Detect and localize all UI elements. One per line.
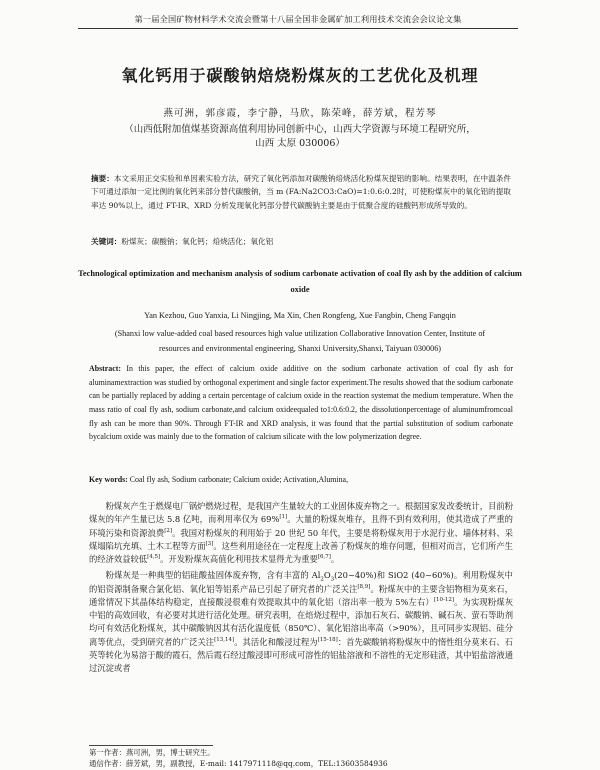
keywords-english-text: Coal fly ash, Sodium carbonate; Calcium oxide; Activation,Alumina, xyxy=(127,475,349,484)
citation-ref: [6,7] xyxy=(317,554,331,561)
text-run: 。这些利用途径在一定程度上改善了粉煤灰的堆存问题，但相对而言，它们所产生的经济效益较低 xyxy=(89,540,513,565)
text-run: 。其活化和酸浸过程为 xyxy=(234,636,318,647)
running-header: 第一届全国矿物材料学术交流会暨第十八届全国非金属矿加工利用技术交流会会议论文集 xyxy=(134,14,462,24)
citation-ref: [2] xyxy=(164,527,172,534)
abstract-english-text: In this paper, the effect of calcium oxide additive on the sodium carbonate activation of coal fly ash for aluminamextraction was studied by orthogonal experiment and single factor experiment.The results showed that the sodium carbonate can be partially replaced by adding a certain percentage of calcium oxide in the reaction systemat the medium temperature. When the mass ratio of coal fly ash, sodium carbonate,and calcium oxideequaled to1:0.6:0.2, the dissolutionpercentage of aluminumfromcoal fly ash can be more than 90%. Through FT-IR and XRD analysis, it was found that the partial substitution of sodium carbonate bycalcium oxide was mainly due to the formation of calcium silicate with the low polymerization degree. xyxy=(89,364,513,442)
footnotes xyxy=(89,747,513,769)
affiliation-chinese-line2: 山西 太原 030006） xyxy=(255,138,345,150)
text-run: ：首先碳酸钠将粉煤灰中的惰性组分莫来石、石英等转化为易溶于酸的霞石，然后霞石经过酸浸即可形成可溶性的铝盐溶液和不溶性的无定形硅渣，其中铝盐溶液通过沉淀或者 xyxy=(89,636,513,674)
citation-ref: [1] xyxy=(279,514,288,521)
footnote-corresponding-author: 通信作者：薛芳斌，男，副教授，E-mail: 1417971118@qq.com，TEL:13603584936 xyxy=(89,759,388,769)
authors-english: Yan Kezhou, Guo Yanxia, Li Ningjing, Ma Xin, Chen Rongfeng, Xue Fangbin, Cheng Fangqin xyxy=(144,311,456,320)
keywords-english xyxy=(89,474,513,485)
text-run: 粉煤灰是一种典型的铝硅酸盐固体废弃物，含有丰富的 Al xyxy=(105,570,321,581)
text-run: (20~40%)和 SiO2 (40~60%)。利用粉煤灰中的铝资源制备聚合氯化铝、氧化铝等铝系产品已引起了研究者的广泛关注 xyxy=(89,570,513,594)
affiliation-english-line1: (Shanxi low value-added coal based resources high value utilization Collaborative Innovation Center, Institute of xyxy=(114,329,486,338)
citation-ref: [3] xyxy=(205,541,214,548)
subscript: 3 xyxy=(330,576,335,583)
body-text xyxy=(89,500,513,678)
text-run: 。大量的粉煤灰堆存，且得不到有效利用，使其造成了严重的环境污染和资源浪费 xyxy=(89,514,513,538)
citation-ref: [15-18] xyxy=(317,636,338,643)
affiliation-chinese-line1: （山西低附加值煤基资源高值利用协同创新中心，山西大学资源与环境工程研究所， xyxy=(124,124,476,135)
keywords-english-label: Key words: xyxy=(89,475,128,484)
citation-ref: [10-12] xyxy=(433,597,454,604)
authors-chinese: 燕可洲，郭彦霞，李宁静，马欣，陈荣峰，薛芳斌，程芳琴 xyxy=(163,108,437,119)
keywords-chinese xyxy=(91,236,511,247)
body-paragraph-2 xyxy=(89,569,513,675)
subscript: 2 xyxy=(320,576,324,583)
abstract-english xyxy=(89,362,513,444)
affiliation-english-line2: resources and environmental engineering, Shanxi University,Shanxi, Taiyuan 030006) xyxy=(158,344,442,354)
text-run: 。粉煤灰中的主要含铝物相为莫来石，通常情况下其晶体结构稳定，直接酸浸很难有效提取其中的氧化铝（溶出率一般为 5%左右） xyxy=(89,583,513,607)
text-run: 粉煤灰产生于燃煤电厂锅炉燃烧过程，是我国产生量较大的工业固体废弃物之一。根据国家发改委统计，目前粉煤灰的年产生量已达 5.8 亿吨，而利用率仅为 69% xyxy=(89,501,513,525)
abstract-chinese xyxy=(91,172,511,212)
abstract-chinese-label: 摘要： xyxy=(91,174,114,183)
paper-title-chinese: 氧化钙用于碳酸钠焙烧粉煤灰的工艺优化及机理 xyxy=(121,66,479,85)
header-divider xyxy=(78,28,518,29)
footnote-divider xyxy=(89,745,213,746)
text-run: O xyxy=(323,570,331,581)
citation-ref: [13,14] xyxy=(214,636,235,643)
abstract-english-label: Abstract: xyxy=(89,364,121,373)
keywords-chinese-text: 粉煤灰；碳酸钠；氧化钙；焙烧活化；氧化铝 xyxy=(121,237,274,246)
body-paragraph-1 xyxy=(89,500,513,566)
affiliation-english xyxy=(92,326,508,356)
keywords-chinese-label: 关键词： xyxy=(91,237,122,246)
footnote-first-author: 第一作者：燕可洲，男，博士研究生。 xyxy=(89,748,215,757)
text-run: 。开发粉煤灰高值化利用技术显得尤为重要 xyxy=(160,554,318,565)
citation-ref: [8,9] xyxy=(357,583,371,590)
paper-title-english: Technological optimization and mechanism analysis of sodium carbonate activation of coal fly ash by the addition of calcium oxide xyxy=(78,269,522,294)
text-run: 。为实现粉煤灰中铝的高效回收，有必要对其进行活化处理。研究表明，在焙烧过程中，添加石灰石、碳酸钠、碱石灰、萤石等助剂均可有效活化粉煤灰，其中碳酸钠因其有活化温度低（850℃）、氧化铝溶出率高（>90%），且可同步实现铝、硅分离等优点，受到研究者的广泛关注 xyxy=(89,596,513,647)
abstract-chinese-text: 本文采用正交实验和单因素实验方法，研究了氧化钙添加对碳酸钠焙烧活化粉煤灰提铝的影响。结果表明，在中温条件下可通过添加一定比例的氧化钙来部分替代碳酸钠，当 m (FA:Na2CO3:CaO)=1:0.6:0.2时，可使粉煤灰中的氧化铝的提取率达 90%以上，通过 FT-IR、XRD 分析发现氧化钙部分替代碳酸钠主要是由于低聚合度的硅酸钙形成所导致的。 xyxy=(91,174,512,210)
text-run: 。 xyxy=(330,554,340,565)
citation-ref: [4,5] xyxy=(147,554,161,561)
text-run: 。我国对粉煤灰的利用始于 20 世纪 50 年代，主要是将粉煤灰用于水泥行业、墙体材料、采煤塌陷坑充填、土木工程等方面 xyxy=(89,527,513,551)
affiliation-chinese xyxy=(80,123,520,152)
